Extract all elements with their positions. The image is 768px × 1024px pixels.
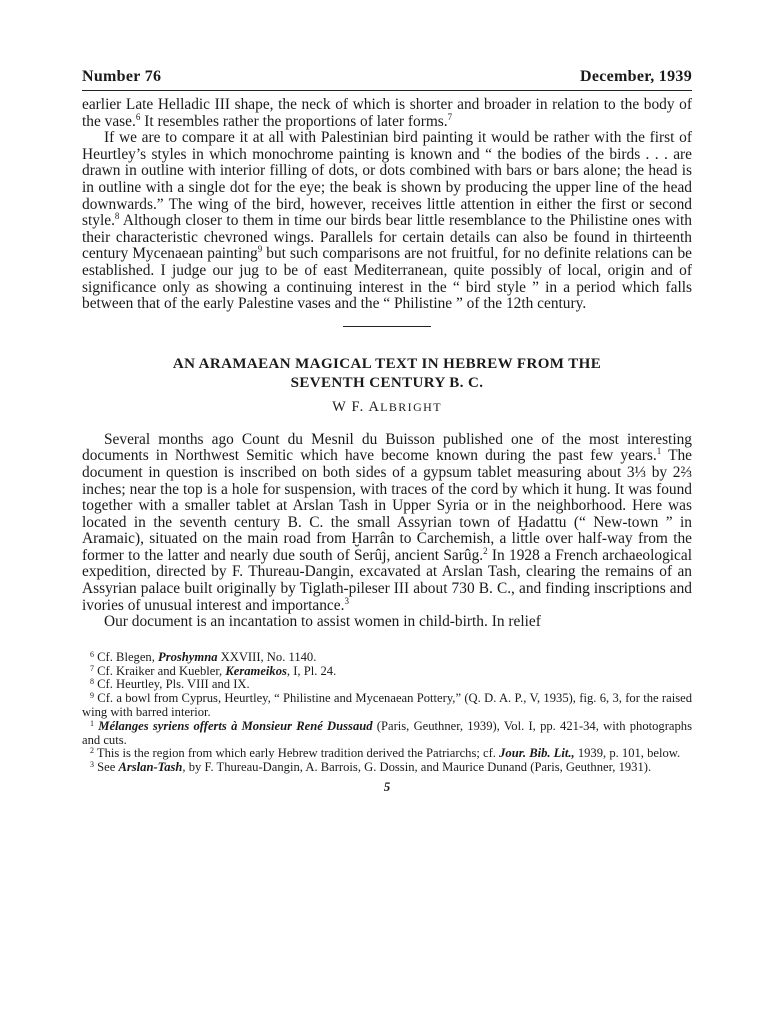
text-run: but such comparisons are not fruitful, for no definite relations can be established. I judge our jug to be of east Mediterranean, quite possibly of local, origin and of significance only as showing a continuing interest in the “ bird style ” in a period which falls between that of the early Palestine vases and the “ Philistine ” of the 12th century. <box>82 245 692 313</box>
paragraph-bird-painting <box>82 130 692 313</box>
continued-paragraph <box>82 97 692 130</box>
title-line-2: SEVENTH CENTURY B. C. <box>290 374 484 391</box>
text-run: , I, Pl. 24. <box>286 663 337 678</box>
text-run: , by F. Thureau-Dangin, A. Barrois, G. Dossin, and Maurice Dunand (Paris, Geuthner, 1931). <box>182 760 652 775</box>
text-run: XXVIII, No. 1140. <box>217 649 317 664</box>
footnote-7 <box>82 665 692 679</box>
footnote-number: 1 <box>90 718 94 728</box>
article-title <box>82 355 692 393</box>
footnote-number: 2 <box>90 746 94 756</box>
footnote-ref-2[interactable]: 2 <box>483 545 488 556</box>
footnote-ref-7[interactable]: 7 <box>447 111 453 122</box>
text-run-italic: Proshymna <box>158 649 218 664</box>
article-body <box>82 432 692 631</box>
footnote-1 <box>82 720 692 748</box>
footnote-ref-9[interactable]: 9 <box>257 244 263 255</box>
footnote-number: 8 <box>90 677 94 687</box>
footnote-3 <box>82 761 692 775</box>
text-run: (Paris, Geuthner, 1939), Vol. I, pp. 421-34, with photographs and cuts. <box>82 718 692 747</box>
text-run: If we are to compare it at all with Palestinian bird painting it would be rather with the first of Heurtley’s styles in which monochrome painting is known and “ the bodies of the birds . . . are drawn in outline with interior filling of dots, or dots combined with bars or bars alone; the head is in outline with a single dot for the eye; the beak is shown by producing the upper line of the head downwards.” The wing of the bird, however, receives little attention in either the first or second style. <box>82 129 692 230</box>
author-byline <box>82 399 692 416</box>
footnote-number: 3 <box>90 760 94 770</box>
author-initials: W F. A <box>332 398 381 415</box>
text-run: Several months ago Count du Mesnil du Buisson published one of the most interesting documents in Northwest Semitic which have become known during the past few years. <box>82 430 692 465</box>
text-run: The document in question is inscribed on both sides of a gypsum tablet measuring about 3⅓ by 2⅔ inches; near the top is a hole for suspension, with traces of the cord by which it hung. It was found together with a smaller tablet at Arslan Tash in Upper Syria or in the neighborhood. Here was located in the seventh century B. C. the small Assyrian town of Ḫadattu (“ New-town ” in Aramaic), situated on the main road from Ḫarrân to Carchemish, a little over half-way from the former to the latter and nearly due south of Serûj, ancient Sarûg. <box>82 447 692 564</box>
footnote-number: 9 <box>90 691 94 701</box>
page <box>82 68 692 795</box>
paragraph-arslan-tash <box>82 432 692 615</box>
footnote-number: 7 <box>90 663 94 673</box>
text-run: Cf. Blegen, <box>94 649 159 664</box>
text-run: This is the region from which early Hebrew tradition derived the Patriarchs; cf. <box>94 746 500 761</box>
footnote-2 <box>82 747 692 761</box>
issue-number: Number 76 <box>82 68 162 85</box>
page-number: 5 <box>383 779 391 795</box>
text-run: Cf. Heurtley, Pls. VIII and IX. <box>94 677 250 692</box>
footnote-number: 6 <box>90 649 94 659</box>
paragraph-incantation: Our document is an incantation to assist women in child-birth. In relief <box>104 613 541 631</box>
footnotes <box>82 651 692 775</box>
text-run-italic: Mélanges syriens offerts à Monsieur René Dussaud <box>98 718 373 733</box>
text-run: Although closer to them in time our birds bear little resemblance to the Philistine ones with their characteristic chevroned wings. Parallels for certain details can also be found in thirteenth century Mycenaean painting <box>82 212 692 263</box>
text-run: See <box>94 760 119 775</box>
section-divider <box>343 326 431 327</box>
author-surname-rest: LBRIGHT <box>380 399 442 414</box>
text-run-italic: Arslan-Tash <box>118 760 183 775</box>
text-run: 1939, p. 101, below. <box>574 746 681 761</box>
text-run-italic: Jour. Bib. Lit., <box>499 746 575 761</box>
footnote-ref-8[interactable]: 8 <box>114 211 120 222</box>
footnote-ref-6[interactable]: 6 <box>135 111 141 122</box>
footnote-6 <box>82 651 692 665</box>
issue-date: December, 1939 <box>579 68 692 85</box>
footnote-9 <box>82 692 692 720</box>
text-run: Cf. Kraiker and Kuebler, <box>94 663 226 678</box>
text-run: In 1928 a French archaeological expedition, directed by F. Thureau-Dangin, excavated at Arslan Tash, clearing the remains of an Assyrian palace built originally by Tiglath-pileser III about 730 B. C., and finding inscriptions and ivories of unusual interest and importance. <box>82 546 692 614</box>
footnote-ref-3[interactable]: 3 <box>344 595 349 606</box>
running-head <box>82 68 692 91</box>
footnote-8 <box>82 678 692 692</box>
text-run-italic: Kerameikos <box>225 663 287 678</box>
footnote-ref-1[interactable]: 1 <box>656 446 662 457</box>
text-run: Cf. a bowl from Cyprus, Heurtley, “ Philistine and Mycenaean Pottery,” (Q. D. A. P., V, 1935), fig. 6, 3, for the raised wing with barred interior. <box>82 691 692 720</box>
text-run: earlier Late Helladic III shape, the neck of which is shorter and broader in relation to the body of the vase. <box>82 96 692 130</box>
text-run: It resembles rather the proportions of later forms. <box>140 112 448 130</box>
title-line-1: AN ARAMAEAN MAGICAL TEXT IN HEBREW FROM THE <box>172 355 602 372</box>
